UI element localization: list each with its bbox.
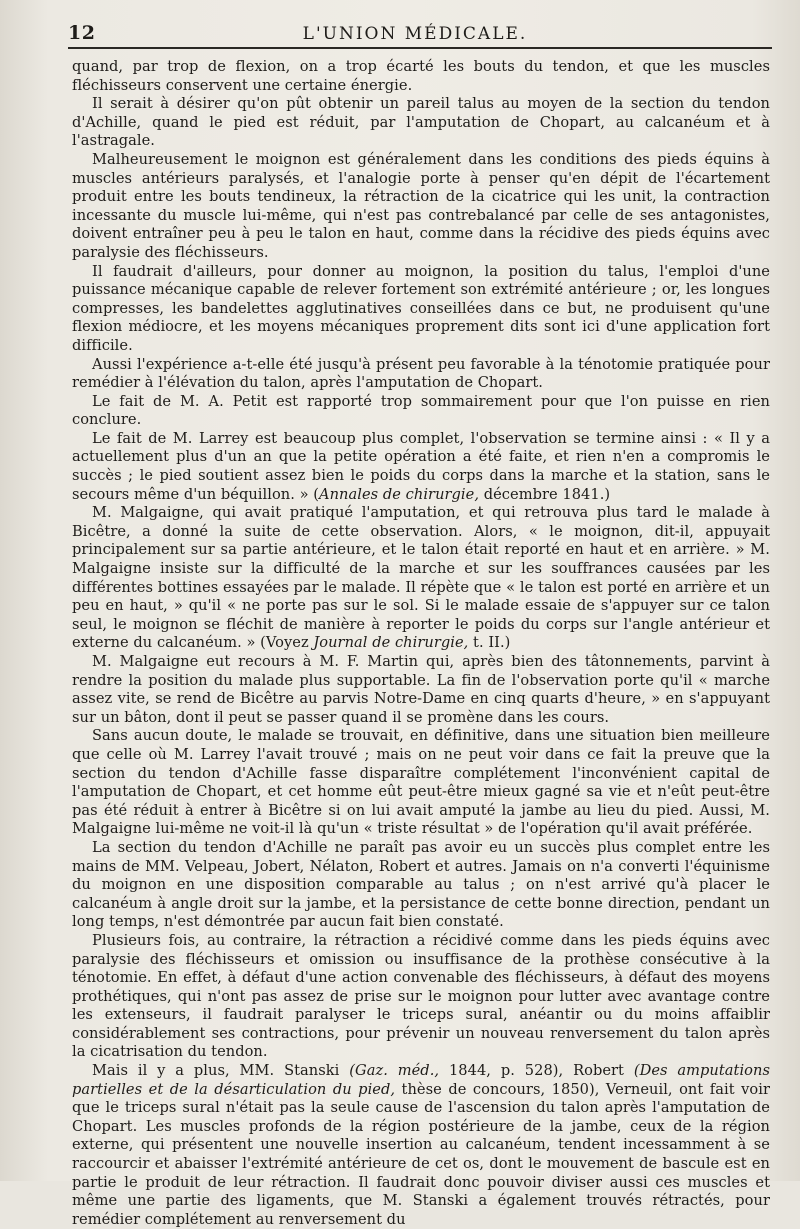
- paragraph-text: Il faudrait d'ailleurs, pour donner au moignon, la position du talus, l'emploi d'une puissance mécanique capable de relever fortement son extrémité antérieure ; or, les longues compresses, les bandelettes agglutinatives conseillées dans ce but, ne produisent qu'une flexion médiocre, et les moyens mécaniques proprement dits sont ici d'une application fort difficile.: [72, 262, 770, 354]
- page-header: [58, 14, 772, 50]
- paragraph-text: M. Malgaigne, qui avait pratiqué l'amputation, et qui retrouva plus tard le malade à Bicêtre, a donné la suite de cette observation. Alors, « le moignon, dit-il, appuyait principalement sur sa partie antérieure, et le talon était reporté en haut et en arrière. » M. Malgaigne insiste sur la difficulté de la marche et sur les souffrances causées par les différentes bottines essayées par le malade. Il répète que « le talon est porté en arrière et un peu en haut, » qu'il « ne porte pas sur le sol. Si le malade essaie de s'appuyer sur ce talon seul, le moignon se fléchit de manière à reporter le poids du corps sur l'angle antérieur et externe du calcanéum. » (Voyez: [72, 504, 770, 652]
- paragraph: [72, 263, 770, 356]
- paragraph: [72, 932, 770, 1062]
- paragraph-text: Malheureusement le moignon est généralement dans les conditions des pieds équins à muscles antérieurs paralysés, et l'analogie porte à penser qu'en dépit de l'écartement produit entre les bouts tendineux, la rétraction de la cicatrice qui les unit, la contraction incessante du muscle lui-même, qui n'est pas contrebalancé par celle de ses antagonistes, doivent entraîner peu à peu le talon en haut, comme dans la récidive des pieds équins avec paralysie des fléchisseurs.: [72, 150, 770, 261]
- paragraph-text: Mais il y a plus, MM. Stanski: [92, 1062, 350, 1080]
- paragraph: [72, 1062, 770, 1229]
- paragraph-text: 1844, p. 528), Robert: [439, 1062, 634, 1080]
- page-number: 12: [68, 22, 96, 44]
- paragraph: [72, 151, 770, 263]
- paragraph-text: Le fait de M. A. Petit est rapporté trop sommairement pour que l'on puisse en rien conclure.: [72, 392, 770, 429]
- running-head: L'UNION MÉDICALE.: [302, 24, 528, 44]
- paragraph-text: quand, par trop de flexion, on a trop écarté les bouts du tendon, et que les muscles fléchisseurs conservent une certaine énergie.: [72, 58, 770, 94]
- paragraph-text: M. Malgaigne eut recours à M. F. Martin qui, après bien des tâtonnements, parvint à rendre la position du malade plus supportable. La fin de l'observation porte qu'il « marche assez vite, se rend de Bicêtre au parvis Notre-Dame en cinq quarts d'heure, » en s'appuyant sur un bâton, dont il peut se passer quand il se promène dans les cours.: [72, 653, 770, 726]
- paragraph: [72, 727, 770, 839]
- paragraph: [72, 653, 770, 727]
- paragraph: [72, 356, 770, 393]
- paragraph: [72, 95, 770, 151]
- paragraph-text: Le fait de M. Larrey est beaucoup plus complet, l'observation se termine ainsi : « Il y a actuellement plus d'un an que la petite opération a été faite, et rien n'en a compromis le succès ; le pied soutient assez bien le poids du corps dans la marche et la station, sans le secours même d'un béquillon. » (: [72, 429, 770, 503]
- header-rule: [68, 47, 772, 49]
- paragraph: [72, 393, 770, 430]
- paragraph: [72, 504, 770, 653]
- paragraph: [72, 839, 770, 932]
- paragraph-text: Plusieurs fois, au contraire, la rétraction a récidivé comme dans les pieds équins avec paralysie des fléchisseurs et omission ou insuffisance de la prothèse consécutive à la ténotomie. En effet, à défaut d'une action convenable des fléchisseurs, à défaut des moyens prothétiques, qui n'ont pas assez de prise sur le moignon pour lutter avec avantage contre les extenseurs, il faudrait paralyser le triceps sural, anéantir ou du moins affaiblir considérablement ses contractions, pour prévenir un nouveau renversement du talon après la cicatrisation du tendon.: [72, 931, 770, 1061]
- paragraph: [72, 430, 770, 504]
- body-text: [72, 58, 770, 1229]
- paragraph-text: Il serait à désirer qu'on pût obtenir un pareil talus au moyen de la section du tendon d'Achille, quand le pied est réduit, par l'amputation de Chopart, au calcanéum et à l'astragale.: [72, 95, 770, 150]
- paragraph-text: Sans aucun doute, le malade se trouvait, en définitive, dans une situation bien meilleure que celle où M. Larrey l'avait trouvé ; mais on ne peut voir dans ce fait la preuve que la section du tendon d'Achille fasse disparaître complétement l'inconvénient capital de l'amputation de Chopart, et cet homme eût peut-être mieux gagné sa vie et n'eût peut-être pas été réduit à entrer à Bicêtre si on lui avait amputé la jambe au lieu du pied. Aussi, M. Malgaigne lui-même ne voit-il là qu'un « triste résultat » de l'opération qu'il avait préférée.: [72, 727, 770, 838]
- paragraph-text: La section du tendon d'Achille ne paraît pas avoir eu un succès plus complet entre les mains de MM. Velpeau, Jobert, Nélaton, Robert et autres. Jamais on n'a converti l'équinisme du moignon en une disposition comparable au talus ; on n'est arrivé qu'à placer le calcanéum à angle droit sur la jambe, et la persistance de cette bonne direction, pendant un long temps, n'est démontrée par aucun fait bien constaté.: [72, 838, 770, 931]
- paragraph-text: décembre 1841.): [479, 485, 611, 503]
- paragraph-text: t. II.): [468, 634, 511, 652]
- italic-citation: (Des amputations partielles et de la désarticulation du pied,: [72, 1062, 771, 1098]
- italic-citation: Journal de chirurgie,: [313, 634, 469, 652]
- paragraph-text: Aussi l'expérience a-t-elle été jusqu'à présent peu favorable à la ténotomie pratiquée pour remédier à l'élévation du talon, après l'amputation de Chopart.: [72, 355, 770, 392]
- paragraph-text: thèse de concours, 1850), Verneuil, ont fait voir que le triceps sural n'était pas la seule cause de l'ascension du talon après l'amputation de Chopart. Les muscles profonds de la région postérieure de la jambe, ceux de la région externe, qui présentent une nouvelle insertion au calcanéum, tendent incessamment à se raccourcir et abaisser l'extrémité antérieure de cet os, dont le mouvement de bascule est en partie le produit de leur rétraction. Il faudrait donc pouvoir diviser aussi ces muscles et même une partie des ligaments, que M. Stanski a également trouvés rétractés, pour remédier complétement au renversement du: [72, 1080, 770, 1228]
- paragraph: [72, 58, 770, 95]
- italic-citation: (Gaz. méd.,: [349, 1062, 440, 1080]
- italic-citation: Annales de chirurgie,: [319, 485, 480, 503]
